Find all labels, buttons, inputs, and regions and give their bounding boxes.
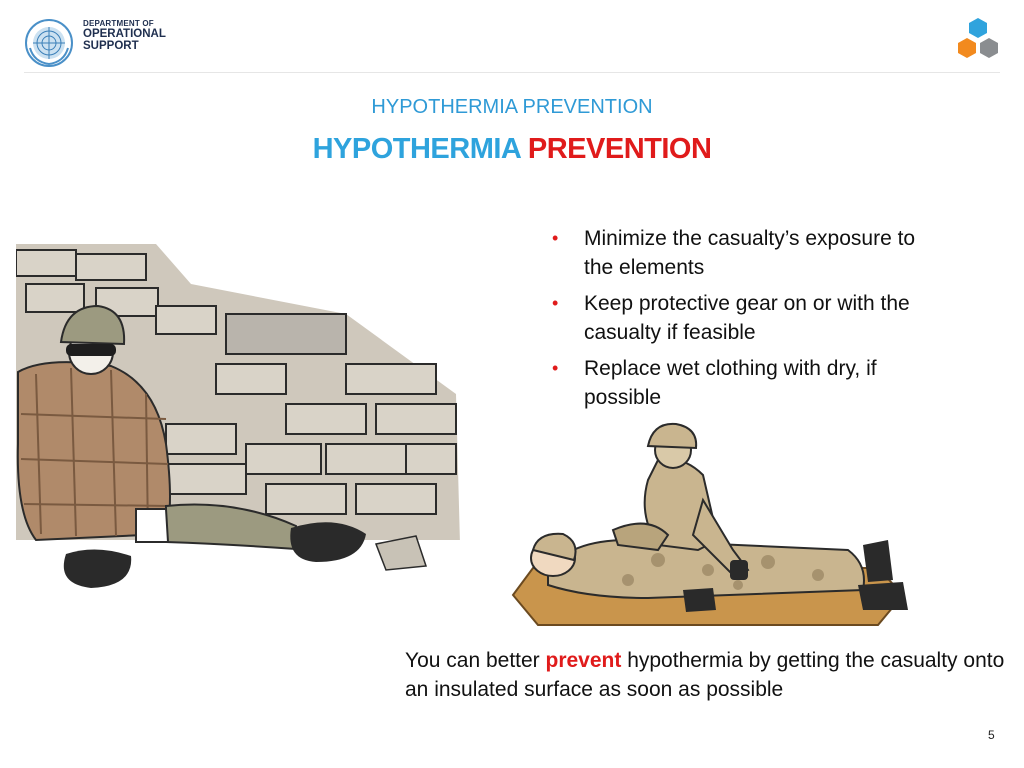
slide-caption	[405, 646, 1005, 704]
bullet-dot-icon: •	[552, 293, 559, 313]
slide-header	[0, 0, 1024, 72]
bullet-text: Replace wet clothing with dry, if possible	[584, 357, 877, 409]
soldier-by-wall-illustration	[16, 244, 460, 590]
org-name	[83, 20, 166, 53]
slide-subtitle: HYPOTHERMIA PREVENTION	[371, 96, 653, 118]
title-part-2: PREVENTION	[527, 133, 712, 165]
bullet-text: Minimize the casualty’s exposure to the elements	[584, 227, 916, 279]
caption-text-after: hypothermia by getting the casualty onto an insulated surface as soon as possible	[405, 649, 1005, 701]
bullet-dot-icon: •	[552, 228, 559, 248]
bullet-item	[552, 289, 932, 347]
slide-title	[0, 133, 1024, 166]
bullet-item	[552, 224, 932, 282]
casualty-on-mat-illustration	[508, 420, 928, 630]
bullet-text: Keep protective gear on or with the casualty if feasible	[584, 292, 910, 344]
bullet-dot-icon: •	[552, 358, 559, 378]
bullet-item	[552, 354, 932, 412]
bullet-list	[552, 224, 932, 419]
caption-text-before: You can better	[405, 649, 546, 672]
caption-emphasis: prevent	[545, 649, 622, 672]
org-line-2: OPERATIONAL	[83, 28, 166, 41]
org-line-1: DEPARTMENT OF	[83, 19, 154, 28]
header-divider	[24, 72, 1000, 73]
title-part-1: HYPOTHERMIA	[312, 133, 521, 165]
org-line-3: SUPPORT	[83, 40, 139, 53]
hexagon-cluster-icon	[952, 16, 1004, 66]
page-number: 5	[988, 728, 995, 742]
un-emblem-icon	[24, 18, 74, 68]
